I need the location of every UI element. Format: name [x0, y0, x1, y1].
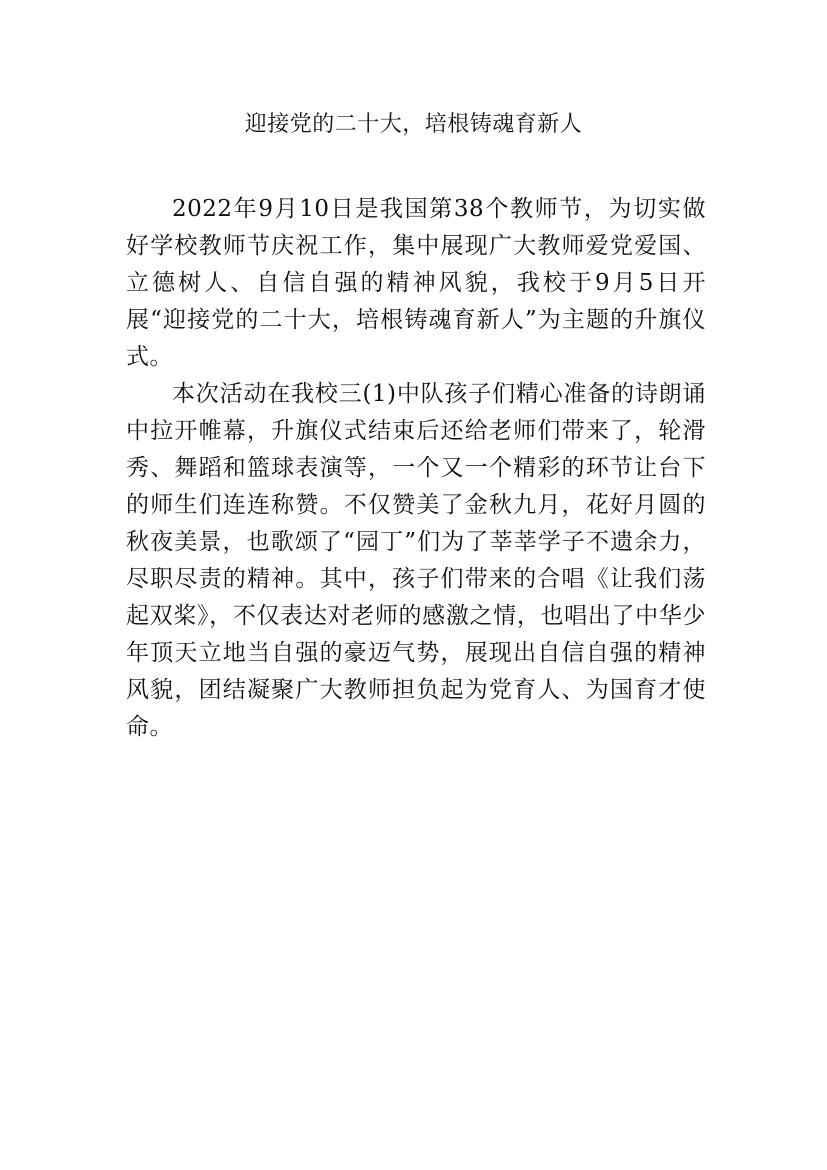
- document-body: [126, 191, 706, 746]
- document-title: 迎接党的二十大，培根铸魂育新人: [244, 112, 583, 137]
- paragraph-1: 2022年9月10日是我国第38个教师节，为切实做好学校教师节庆祝工作，集中展现广大教师爱党爱国、立德树人、自信自强的精神风貌，我校于9月5日开展“迎接党的二十大，培根铸魂育新人”为主题的升旗仪式。: [126, 196, 706, 370]
- paragraph-2: 本次活动在我校三(1)中队孩子们精心准备的诗朗诵中拉开帷幕，升旗仪式结束后还给老师们带来了，轮滑秀、舞蹈和篮球表演等，一个又一个精彩的环节让台下的师生们连连称赞。不仅赞美了金秋九月，花好月圆的秋夜美景，也歌颂了“园丁”们为了莘莘学子不遗余力，尽职尽责的精神。其中，孩子们带来的合唱《让我们荡起双桨》，不仅表达对老师的感激之情，也唱出了中华少年顶天立地当自强的豪迈气势，展现出自信自强的精神风貌，团结凝聚广大教师担负起为党育人、为国育才使命。: [126, 381, 706, 740]
